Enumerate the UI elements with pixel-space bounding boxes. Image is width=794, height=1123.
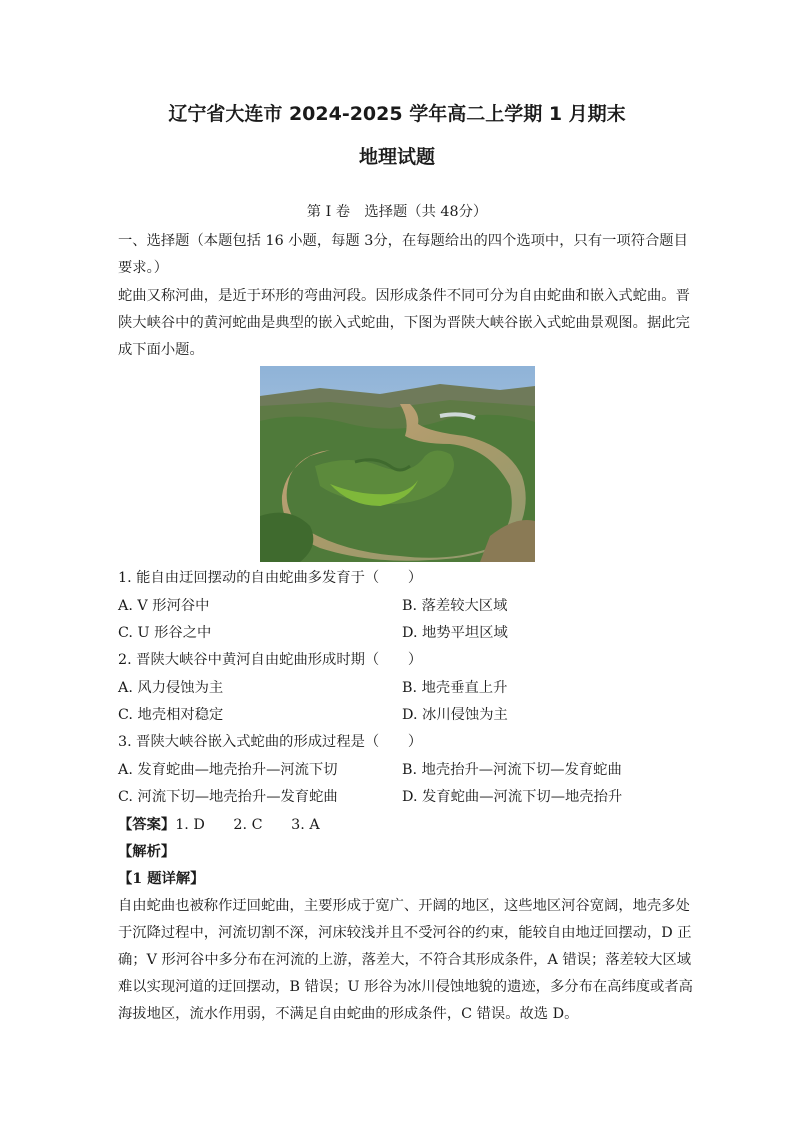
question-1-option-d[interactable]: D. 地势平坦区域: [402, 625, 508, 641]
meander-landscape-photo: [260, 366, 535, 562]
q1-analysis-line-4: 难以实现河道的迂回摆动，B 错误；U 形谷为冰川侵蚀地貌的遗迹，多分布在高纬度或者高: [118, 979, 693, 995]
question-3-stem: 3. 晋陕大峡谷嵌入式蛇曲的形成过程是（ ）: [118, 734, 423, 750]
question-3-option-a[interactable]: A. 发育蛇曲—地壳抬升—河流下切: [118, 762, 338, 778]
question-2-option-c[interactable]: C. 地壳相对稳定: [118, 707, 224, 723]
q1-analysis-line-1: 自由蛇曲也被称作迂回蛇曲，主要形成于宽广、开阔的地区，这些地区河谷宽阔，地壳多处: [118, 898, 690, 914]
question-3-option-c[interactable]: C. 河流下切—地壳抬升—发育蛇曲: [118, 789, 338, 805]
analysis-label: 【解析】: [118, 844, 176, 860]
q1-analysis-line-5: 海拔地区，流水作用弱，不满足自由蛇曲的形成条件，C 错误。故选 D。: [118, 1006, 579, 1022]
question-3-option-b[interactable]: B. 地壳抬升—河流下切—发育蛇曲: [402, 762, 622, 778]
answer-line: [118, 815, 680, 835]
instructions-line-2: 要求。）: [118, 260, 169, 276]
meander-illustration: [260, 366, 535, 562]
document-subtitle: 地理试题: [358, 146, 435, 168]
question-1-stem: 1. 能自由迂回摆动的自由蛇曲多发育于（ ）: [118, 570, 423, 586]
q1-analysis-line-3: 确；V 形河谷中多分布在河流的上游，落差大，不符合其形成条件，A 错误；落差较大区域: [118, 952, 692, 968]
question-3-option-d[interactable]: D. 发育蛇曲—河流下切—地壳抬升: [402, 789, 623, 805]
question-2-stem: 2. 晋陕大峡谷中黄河自由蛇曲形成时期（ ）: [118, 652, 423, 668]
q1-analysis-label: 【1 题详解】: [118, 871, 205, 887]
section-heading: 第 I 卷 选择题（共 48分）: [306, 204, 488, 220]
question-2-option-b[interactable]: B. 地壳垂直上升: [402, 680, 508, 696]
question-1-option-c[interactable]: C. U 形谷之中: [118, 625, 212, 641]
question-2-option-d[interactable]: D. 冰川侵蚀为主: [402, 707, 508, 723]
instructions-line-1: 一、选择题（本题包括 16 小题，每题 3分，在每题给出的四个选项中，只有一项符合题目: [118, 233, 688, 249]
document-title: 辽宁省大连市 2024-2025 学年高二上学期 1 月期末: [168, 103, 626, 125]
question-1-option-a[interactable]: A. V 形河谷中: [118, 598, 210, 614]
passage-line-2: 陕大峡谷中的黄河蛇曲是典型的嵌入式蛇曲，下图为晋陕大峡谷嵌入式蛇曲景观图。据此完: [118, 315, 690, 331]
passage-line-1: 蛇曲又称河曲，是近于环形的弯曲河段。因形成条件不同可分为自由蛇曲和嵌入式蛇曲。晋: [118, 288, 690, 304]
question-1-option-b[interactable]: B. 落差较大区域: [402, 598, 508, 614]
answer-values: 1. D 2. C 3. A: [175, 817, 320, 833]
passage-line-3: 成下面小题。: [118, 342, 204, 358]
answer-label: 【答案】: [118, 817, 176, 833]
question-2-option-a[interactable]: A. 风力侵蚀为主: [118, 680, 224, 696]
q1-analysis-line-2: 于沉降过程中，河流切割不深，河床较浅并且不受河谷的约束，能较自由地迂回摆动，D 正: [118, 925, 692, 941]
